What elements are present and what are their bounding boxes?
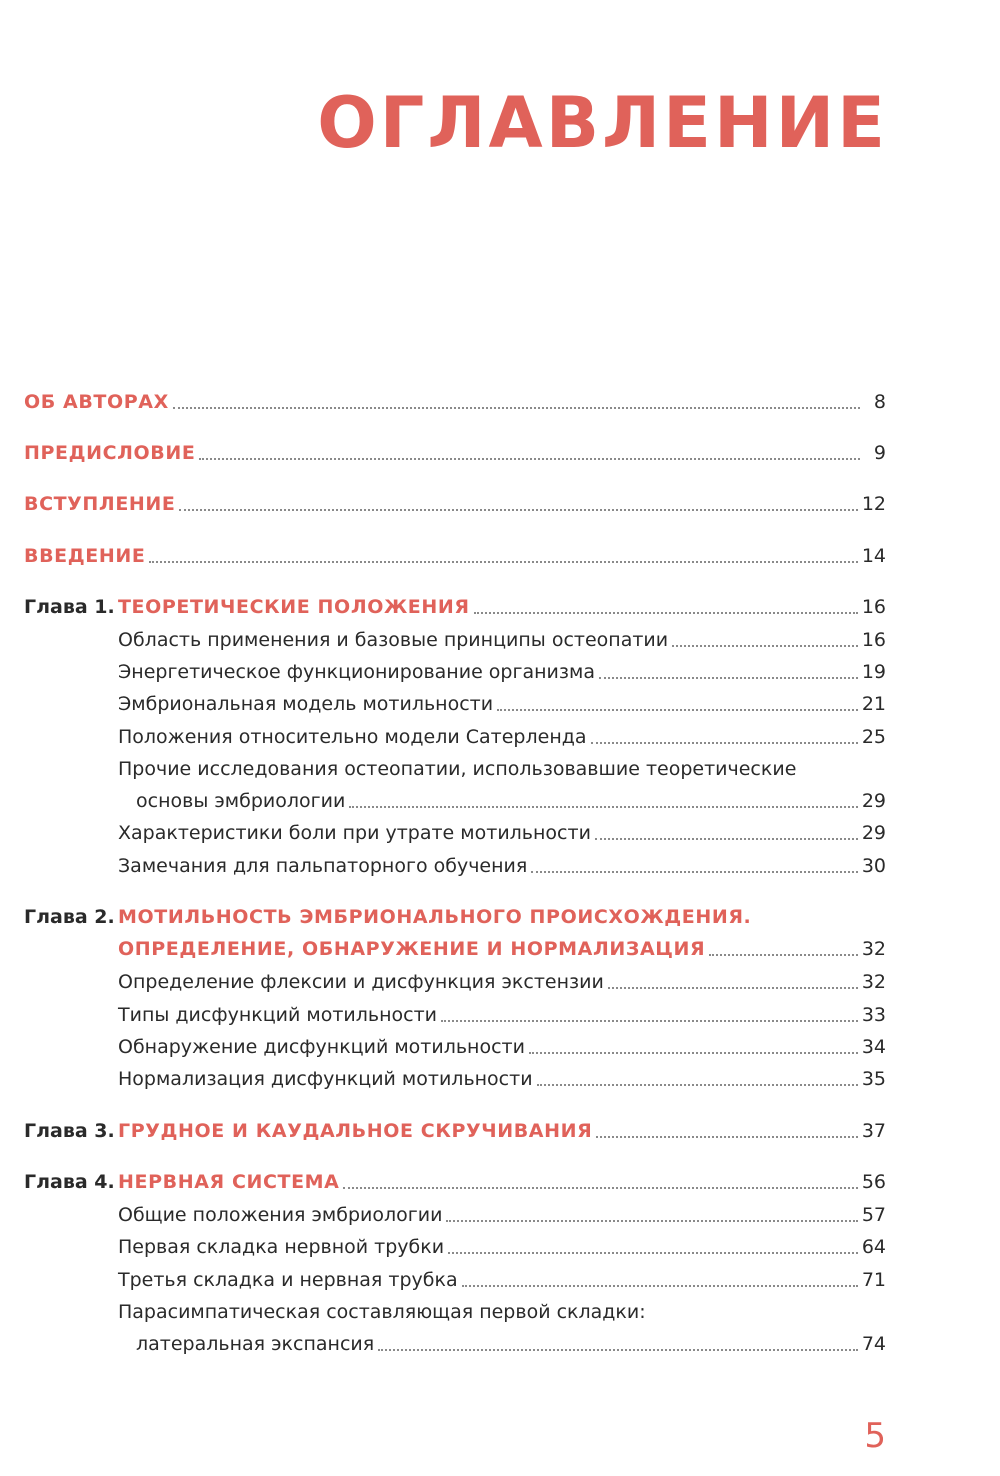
toc-entry-intro[interactable] xyxy=(24,542,886,570)
toc-subentry[interactable] xyxy=(24,1001,886,1029)
table-of-contents xyxy=(24,0,886,1400)
dot-leader xyxy=(349,806,857,808)
dot-leader xyxy=(497,709,858,711)
toc-entry-page: 25 xyxy=(861,726,886,748)
dot-leader xyxy=(199,458,860,460)
toc-entry-label: ВВЕДЕНИЕ xyxy=(24,545,146,567)
toc-entry-page: 74 xyxy=(861,1333,886,1355)
toc-entry-page: 30 xyxy=(861,855,886,877)
toc-entry-page: 37 xyxy=(861,1120,886,1142)
dot-leader xyxy=(446,1220,857,1222)
toc-subentry[interactable] xyxy=(24,787,886,815)
chapter-label: Глава 1. xyxy=(24,596,115,618)
toc-entry-label: Эмбриональная модель мотильности xyxy=(118,693,494,715)
dot-leader xyxy=(462,1285,858,1287)
chapter-title: НЕРВНАЯ СИСТЕМА xyxy=(118,1171,340,1193)
chapter-title: МОТИЛЬНОСТЬ ЭМБРИОНАЛЬНОГО ПРОИСХОЖДЕНИЯ. xyxy=(118,906,752,928)
toc-subentry[interactable] xyxy=(24,968,886,996)
dot-leader xyxy=(595,838,858,840)
toc-entry-page: 8 xyxy=(873,391,886,413)
toc-entry-page: 64 xyxy=(861,1236,886,1258)
toc-entry-label: Область применения и базовые принципы остеопатии xyxy=(118,629,669,651)
toc-entry-page: 57 xyxy=(861,1204,886,1226)
toc-entry-page: 34 xyxy=(861,1036,886,1058)
toc-entry-label: Первая складка нервной трубки xyxy=(118,1236,445,1258)
toc-chapter-1[interactable] xyxy=(24,593,886,621)
chapter-label: Глава 4. xyxy=(24,1171,115,1193)
toc-entry-label: Определение флексии и дисфункция экстензии xyxy=(118,971,604,993)
toc-entry-page: 56 xyxy=(861,1171,886,1193)
dot-leader xyxy=(709,954,858,956)
toc-subentry[interactable] xyxy=(24,852,886,880)
toc-entry-page: 33 xyxy=(861,1004,886,1026)
dot-leader xyxy=(343,1187,857,1189)
toc-subentry[interactable] xyxy=(24,1233,886,1261)
dot-leader xyxy=(672,645,858,647)
toc-subentry[interactable] xyxy=(24,626,886,654)
dot-leader xyxy=(149,561,857,563)
toc-entry-label: Общие положения эмбриологии xyxy=(118,1204,443,1226)
toc-entry-page: 29 xyxy=(861,822,886,844)
dot-leader xyxy=(608,987,858,989)
toc-entry-label: латеральная экспансия xyxy=(136,1333,375,1355)
toc-entry-preface[interactable] xyxy=(24,439,886,467)
toc-chapter-4[interactable] xyxy=(24,1168,886,1196)
toc-subentry[interactable] xyxy=(24,723,886,751)
toc-subentry[interactable] xyxy=(24,1033,886,1061)
toc-entry-label: Нормализация дисфункций мотильности xyxy=(118,1068,533,1090)
page-number: 5 xyxy=(864,1416,886,1456)
toc-entry-label: ВСТУПЛЕНИЕ xyxy=(24,493,176,515)
toc-entry-page: 14 xyxy=(861,545,886,567)
chapter-title: ГРУДНОЕ И КАУДАЛЬНОЕ СКРУЧИВАНИЯ xyxy=(118,1120,593,1142)
toc-chapter-3[interactable] xyxy=(24,1117,886,1145)
toc-subentry[interactable] xyxy=(24,690,886,718)
chapter-label: Глава 2. xyxy=(24,906,115,928)
toc-entry-label: Обнаружение дисфункций мотильности xyxy=(118,1036,525,1058)
toc-entry-page: 32 xyxy=(861,971,886,993)
dot-leader xyxy=(441,1020,858,1022)
toc-subentry[interactable] xyxy=(24,658,886,686)
dot-leader xyxy=(537,1084,858,1086)
toc-subentry[interactable] xyxy=(24,1065,886,1093)
toc-entry-page: 9 xyxy=(873,442,886,464)
toc-entry-page: 32 xyxy=(861,938,886,960)
page-title: ОГЛАВЛЕНИЕ xyxy=(317,82,888,164)
toc-subentry-line1: Парасимпатическая составляющая первой складки: xyxy=(118,1301,646,1323)
dot-leader xyxy=(173,407,860,409)
toc-entry-page: 35 xyxy=(861,1068,886,1090)
toc-entry-page: 71 xyxy=(861,1269,886,1291)
toc-entry-about[interactable] xyxy=(24,388,886,416)
toc-subentry-line1: Прочие исследования остеопатии, использовавшие теоретические xyxy=(118,758,797,780)
toc-subentry[interactable] xyxy=(24,1330,886,1358)
toc-entry-label: Положения относительно модели Сатерленда xyxy=(118,726,587,748)
dot-leader xyxy=(596,1136,858,1138)
toc-subentry[interactable] xyxy=(24,1201,886,1229)
toc-entry-label: Замечания для пальпаторного обучения xyxy=(118,855,528,877)
dot-leader xyxy=(591,742,858,744)
chapter-title-line2: ОПРЕДЕЛЕНИЕ, ОБНАРУЖЕНИЕ И НОРМАЛИЗАЦИЯ xyxy=(118,938,706,960)
toc-entry-page: 16 xyxy=(861,629,886,651)
toc-entry-label: основы эмбриологии xyxy=(136,790,346,812)
chapter-label: Глава 3. xyxy=(24,1120,115,1142)
dot-leader xyxy=(378,1349,858,1351)
toc-entry-label: Третья складка и нервная трубка xyxy=(118,1269,458,1291)
dot-leader xyxy=(531,871,857,873)
dot-leader xyxy=(179,509,857,511)
toc-entry-page: 19 xyxy=(861,661,886,683)
toc-chapter-2[interactable] xyxy=(24,935,886,963)
dot-leader xyxy=(448,1252,858,1254)
toc-entry-page: 12 xyxy=(861,493,886,515)
toc-entry-label: Энергетическое функционирование организма xyxy=(118,661,595,683)
toc-entry-page: 29 xyxy=(861,790,886,812)
toc-entry-label: ОБ АВТОРАХ xyxy=(24,391,169,413)
toc-entry-label: Типы дисфункций мотильности xyxy=(118,1004,438,1026)
dot-leader xyxy=(599,677,858,679)
toc-entry-page: 21 xyxy=(861,693,886,715)
toc-entry-foreword[interactable] xyxy=(24,490,886,518)
dot-leader xyxy=(529,1052,858,1054)
toc-subentry[interactable] xyxy=(24,819,886,847)
toc-chapter-2-line1[interactable] xyxy=(24,903,886,931)
toc-subentry[interactable] xyxy=(24,1266,886,1294)
toc-entry-label: ПРЕДИСЛОВИЕ xyxy=(24,442,196,464)
toc-entry-label: Характеристики боли при утрате мотильности xyxy=(118,822,591,844)
toc-entry-page: 16 xyxy=(861,596,886,618)
chapter-title: ТЕОРЕТИЧЕСКИЕ ПОЛОЖЕНИЯ xyxy=(118,596,470,618)
dot-leader xyxy=(474,612,858,614)
